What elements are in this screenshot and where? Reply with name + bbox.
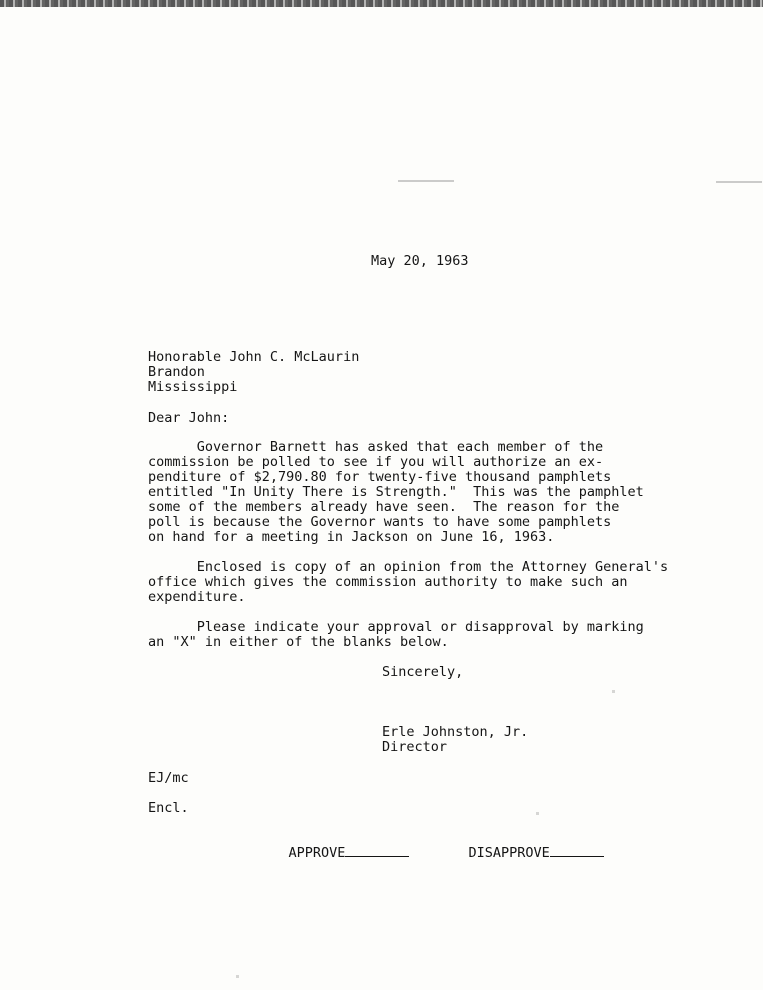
salutation: Dear John: bbox=[148, 410, 230, 426]
scan-top-edge bbox=[0, 0, 763, 7]
paragraph-line: Governor Barnett has asked that each member of the bbox=[148, 439, 604, 455]
paragraph-line: expenditure. bbox=[148, 589, 246, 605]
paragraph-line: commission be polled to see if you will authorize an ex- bbox=[148, 454, 604, 470]
approve-label: APPROVE bbox=[288, 845, 346, 861]
paragraph-line: entitled "In Unity There is Strength." This was the pamphlet bbox=[148, 484, 644, 500]
scan-speck bbox=[612, 690, 615, 693]
scan-speck bbox=[536, 812, 539, 815]
signer-name: Erle Johnston, Jr. bbox=[382, 724, 529, 740]
scan-speck bbox=[236, 975, 239, 978]
closing: Sincerely, bbox=[382, 664, 464, 680]
recipient-city: Brandon bbox=[148, 364, 205, 380]
paragraph-line: penditure of $2,790.80 for twenty-five thousand pamphlets bbox=[148, 469, 612, 485]
disapprove-label: DISAPPROVE bbox=[468, 845, 550, 861]
recipient-name: Honorable John C. McLaurin bbox=[148, 349, 360, 365]
scan-speck bbox=[716, 181, 762, 183]
paragraph-line: office which gives the commission authority to make such an bbox=[148, 574, 628, 590]
paragraph-line: Enclosed is copy of an opinion from the Attorney General's bbox=[148, 559, 669, 575]
approve-option[interactable] bbox=[256, 831, 409, 876]
letter-date: May 20, 1963 bbox=[371, 253, 469, 269]
enclosure-note: Encl. bbox=[148, 800, 189, 816]
paragraph-line: poll is because the Governor wants to have some pamphlets bbox=[148, 514, 612, 530]
disapprove-option[interactable] bbox=[436, 831, 604, 876]
paragraph-line: on hand for a meeting in Jackson on June 16, 1963. bbox=[148, 529, 555, 545]
disapprove-blank[interactable] bbox=[550, 856, 604, 857]
scan-speck bbox=[398, 180, 454, 182]
paragraph-line: Please indicate your approval or disapproval by marking bbox=[148, 619, 644, 635]
reference-initials: EJ/mc bbox=[148, 770, 189, 786]
recipient-state: Mississippi bbox=[148, 379, 238, 395]
signer-title: Director bbox=[382, 739, 448, 755]
approve-blank[interactable] bbox=[345, 856, 409, 857]
paragraph-line: some of the members already have seen. The reason for the bbox=[148, 499, 620, 515]
paragraph-line: an "X" in either of the blanks below. bbox=[148, 634, 449, 650]
